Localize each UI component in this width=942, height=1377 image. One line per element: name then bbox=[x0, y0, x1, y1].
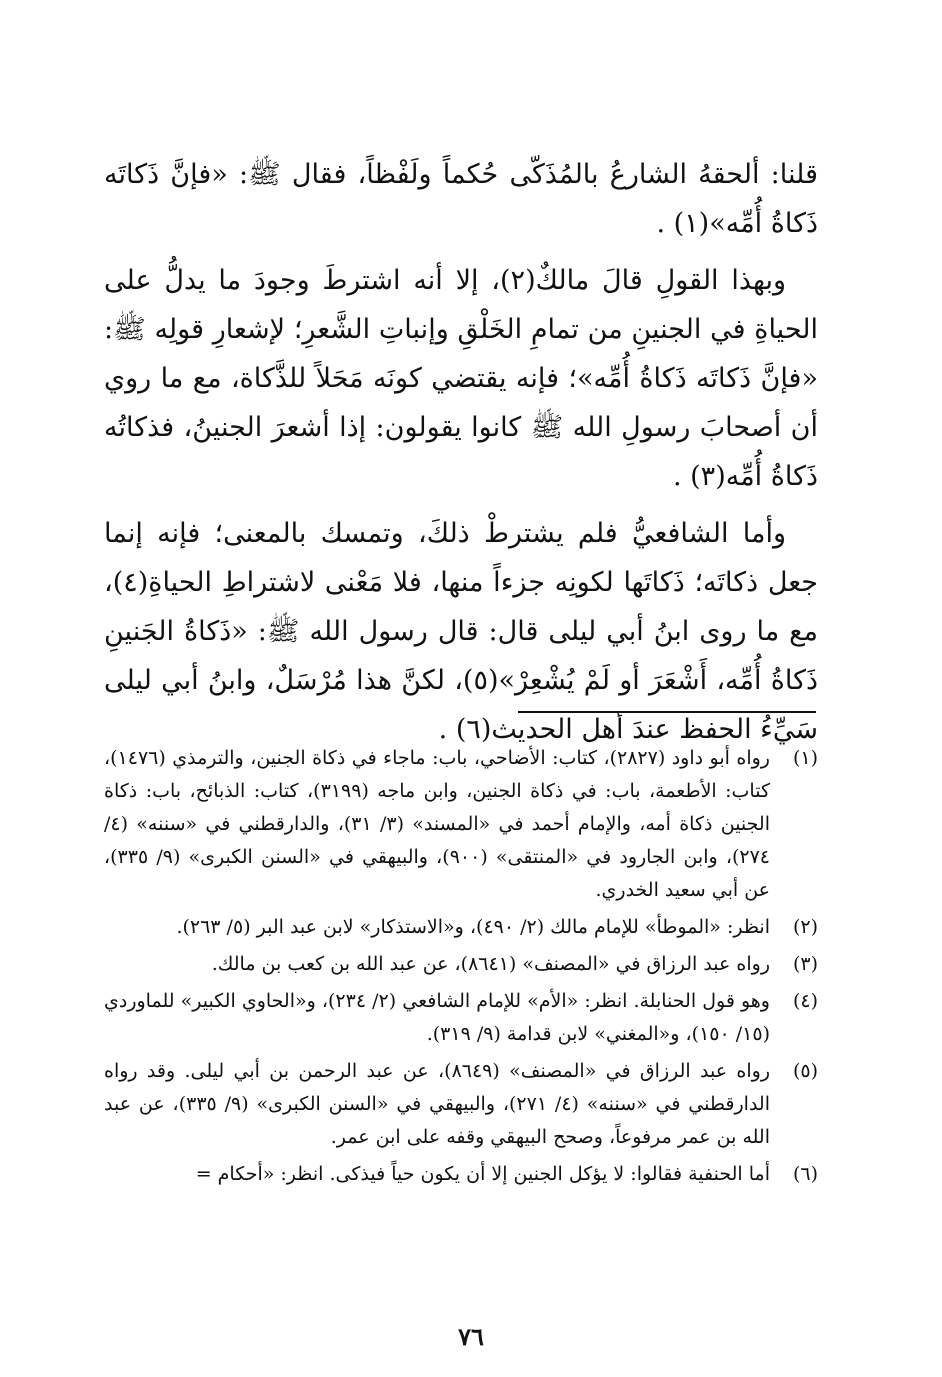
footnote-number: (٣) bbox=[792, 953, 818, 975]
footnote-divider bbox=[518, 711, 816, 713]
main-text bbox=[104, 150, 818, 762]
footnote-text: رواه عبد الرزاق في «المصنف» (٨٦٤١)، عن عبد الله بن كعب بن مالك. bbox=[211, 953, 770, 975]
footnote-4 bbox=[104, 985, 818, 1051]
footnote-number: (٥) bbox=[792, 1060, 818, 1082]
footnote-5 bbox=[104, 1055, 818, 1154]
footnote-text: أما الحنفية فقالوا: لا يؤكل الجنين إلا أن يكون حياً فيذكى. انظر: «أحكام = bbox=[195, 1163, 770, 1185]
footnotes bbox=[104, 742, 818, 1195]
footnote-3 bbox=[104, 948, 818, 981]
paragraph-3: وأما الشافعيُّ فلم يشترطْ ذلكَ، وتمسك بالمعنى؛ فإنه إنما جعل ذكاتَه؛ ذَكاتَها لكونِه جزءاً منها، فلا مَعْنى لاشتراطِ الحياةِ(٤)، مع ما روى ابنُ أبي ليلى قال: قال رسول الله ﷺ: «ذَكاةُ الجَنينِ ذَكاةُ أُمِّه، أَشْعَرَ أو لَمْ يُشْعِرْ»(٥)، لكنَّ هذا مُرْسَلٌ، وابنُ أبي ليلى سَيِّءُ الحفظ عندَ أهل الحديث(٦) . bbox=[104, 518, 818, 745]
footnote-number: (٦) bbox=[792, 1163, 818, 1185]
paragraph-1: قلنا: ألحقهُ الشارعُ بالمُذَكّى حُكماً ولَفْظاً، فقال ﷺ: «فإنَّ ذَكاتَه ذَكاةُ أُمِّه»(١) . bbox=[104, 159, 818, 239]
footnote-1 bbox=[104, 742, 818, 907]
footnote-text: انظر: «الموطأ» للإمام مالك (٢/ ٤٩٠)، و«الاستذكار» لابن عبد البر (٥/ ٢٦٣). bbox=[176, 916, 770, 938]
page-number: ٧٦ bbox=[458, 1322, 484, 1351]
paragraph-2: وبهذا القولِ قالَ مالكٌ(٢)، إلا أنه اشترطَ وجودَ ما يدلُّ على الحياةِ في الجنينِ من تمامِ الخَلْقِ وإنباتِ الشَّعرِ؛ لإشعارِ قولِه ﷺ: «فإنَّ ذَكاتَه ذَكاةُ أُمِّه»؛ فإنه يقتضي كونَه مَحَلاً للذَّكاة، مع ما روي أن أصحابَ رسولِ الله ﷺ كانوا يقولون: إذا أشعرَ الجنينُ، فذكاتُه ذَكاةُ أُمِّه(٣) . bbox=[104, 265, 818, 492]
footnote-number: (٢) bbox=[792, 916, 818, 938]
footnote-number: (٤) bbox=[792, 990, 818, 1012]
footnote-6 bbox=[104, 1158, 818, 1191]
footnote-text: رواه عبد الرزاق في «المصنف» (٨٦٤٩)، عن عبد الرحمن بن أبي ليلى. وقد رواه الدارقطني في «سننه» (٤/ ٢٧١)، والبيهقي في «السنن الكبرى» (٩/ ٣٣٥)، عن عبد الله بن عمر مرفوعاً، وصحح البيهقي وقفه على ابن عمر. bbox=[104, 1060, 771, 1148]
footnote-text: وهو قول الحنابلة. انظر: «الأم» للإمام الشافعي (٢/ ٢٣٤)، و«الحاوي الكبير» للماوردي (١٥/ ١٥٠)، و«المغني» لابن قدامة (٩/ ٣١٩). bbox=[104, 990, 770, 1045]
footnote-number: (١) bbox=[792, 747, 818, 769]
footnote-text: رواه أبو داود (٢٨٢٧)، كتاب: الأضاحي، باب: ماجاء في ذكاة الجنين، والترمذي (١٤٧٦)، كتاب: الأطعمة، باب: في ذكاة الجنين، وابن ماجه (٣١٩٩)، كتاب: الذبائح، باب: ذكاة الجنين ذكاة أمه، والإمام أحمد في «المسند» (٣/ ٣١)، والدارقطني في «سننه» (٤/ ٢٧٤)، وابن الجارود في «المنتقى» (٩٠٠)، والبيهقي في «السنن الكبرى» (٩/ ٣٣٥)، عن أبي سعيد الخدري. bbox=[104, 747, 771, 901]
footnote-2 bbox=[104, 911, 818, 944]
